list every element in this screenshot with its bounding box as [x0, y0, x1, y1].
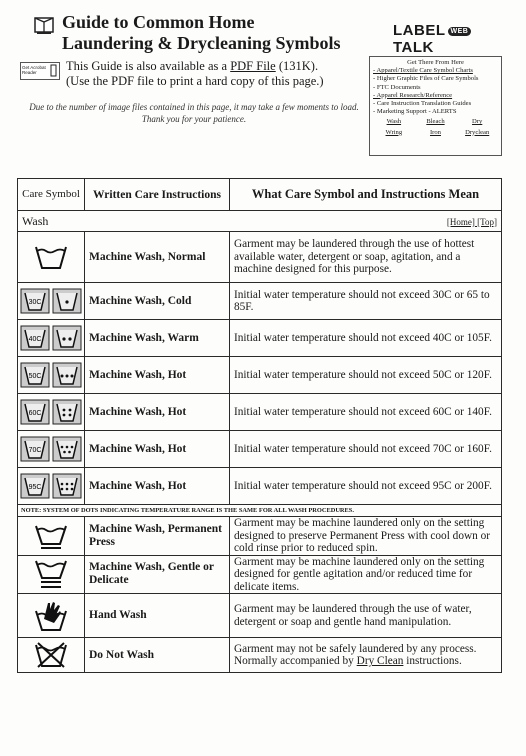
symbol-cell — [18, 357, 85, 394]
symbol-cell — [18, 594, 85, 638]
temp-label: 30C — [28, 299, 42, 306]
symbol-cell — [18, 638, 85, 673]
instruction-cell: Machine Wash, Hot — [85, 431, 230, 468]
symbol-cell — [18, 394, 85, 431]
temp-label: 70C — [28, 447, 42, 454]
table-row — [18, 594, 502, 638]
title-line-1: Guide to Common Home — [62, 12, 255, 32]
nav-grid — [373, 118, 498, 136]
instruction-cell: Machine Wash, Permanent Press — [85, 517, 230, 556]
table-row — [18, 232, 502, 283]
page-title — [62, 12, 341, 54]
pdf-file-link[interactable]: PDF File — [230, 59, 276, 73]
instruction-cell: Machine Wash, Gentle or Delicate — [85, 555, 230, 594]
nav-link[interactable]: - Apparel Research/Reference — [373, 91, 453, 99]
symbol-cell — [18, 431, 85, 468]
wash-60c-icon — [20, 399, 82, 425]
symbol-cell — [18, 232, 85, 283]
pdf-notice: This Guide is also available as a PDF File (131K). (Use the PDF file to print a hard copy of this page.) — [66, 59, 324, 88]
instruction-cell: Machine Wash, Warm — [85, 320, 230, 357]
meaning-cell: Initial water temperature should not exceed 40C or 105F. — [230, 320, 502, 357]
nav-wash[interactable]: Wash — [386, 118, 402, 126]
instruction-cell: Machine Wash, Hot — [85, 357, 230, 394]
table-row — [18, 468, 502, 505]
meaning-cell: Initial water temperature should not exceed 60C or 140F. — [230, 394, 502, 431]
table-row — [18, 555, 502, 594]
temp-label: 50C — [28, 373, 42, 380]
col-care-symbol: Care Symbol — [18, 179, 85, 211]
table-row — [18, 517, 502, 556]
symbol-cell — [18, 555, 85, 594]
wash-30c-icon — [20, 288, 82, 314]
gentle-delicate-icon — [34, 558, 68, 590]
temp-label: 40C — [28, 336, 42, 343]
meaning-cell: Initial water temperature should not exceed 95C or 200F. — [230, 468, 502, 505]
wash-70c-icon — [20, 436, 82, 462]
nav-link[interactable]: - Apparel/Textile Care Symbol Charts — [373, 67, 473, 75]
nav-dry[interactable]: Dry — [472, 118, 483, 126]
reader-icon-label: Get Acrobat Reader — [22, 65, 46, 75]
book-icon — [33, 14, 55, 36]
nav-bleach[interactable]: Bleach — [426, 118, 445, 126]
temperature-note: NOTE: SYSTEM OF DOTS INDICATING TEMPERATURE RANGE IS THE SAME FOR ALL WASH PROCEDURES. — [18, 505, 502, 517]
dry-clean-link[interactable]: Dry Clean — [356, 655, 404, 667]
instruction-cell: Machine Wash, Cold — [85, 283, 230, 320]
table-row — [18, 431, 502, 468]
title-line-2: Laundering & Drycleaning Symbols — [62, 33, 341, 53]
labeltalk-logo[interactable]: LABEL WEBTALK — [393, 22, 505, 46]
instruction-cell: Machine Wash, Hot — [85, 394, 230, 431]
meaning-cell: Garment may not be safely laundered by any process. Normally accompanied by Dry Clean instructions. — [230, 638, 502, 673]
instruction-cell: Do Not Wash — [85, 638, 230, 673]
wash-95c-icon — [20, 473, 82, 499]
meaning-cell: Garment may be machine laundered only on the setting designed for gentle agitation and/or reduced time for delicate items. — [230, 555, 502, 594]
meaning-cell: Initial water temperature should not exceed 30C or 65 to 85F. — [230, 283, 502, 320]
meaning-cell: Initial water temperature should not exceed 50C or 120F. — [230, 357, 502, 394]
temp-label: 60C — [28, 410, 42, 417]
meaning-cell: Garment may be machine laundered only on the setting designed to preserve Permanent Press with cool down or cold rinse prior to reduced spin. — [230, 517, 502, 556]
table-header-row — [18, 179, 502, 211]
symbol-cell — [18, 517, 85, 556]
wash-50c-icon — [20, 362, 82, 388]
table-row — [18, 638, 502, 673]
nav-link[interactable]: - Care Instruction Translation Guides — [373, 100, 472, 108]
pdf-print-hint: (Use the PDF file to print a hard copy of this page.) — [66, 74, 324, 88]
col-meaning: What Care Symbol and Instructions Mean — [230, 179, 502, 211]
loading-notice: Due to the number of image files contained in this page, it may take a few moments to load. Thank you for your patience. — [29, 102, 359, 124]
care-symbols-table — [17, 178, 502, 673]
table-row — [18, 320, 502, 357]
col-written-instructions: Written Care Instructions — [85, 179, 230, 211]
wash-tub-icon — [34, 243, 68, 271]
instruction-cell: Hand Wash — [85, 594, 230, 638]
nav-dryclean[interactable]: Dryclean — [465, 128, 490, 136]
section-row — [18, 211, 502, 232]
table-row — [18, 283, 502, 320]
meaning-cell: Garment may be laundered through the use of water, detergent or soap and gentle hand manipulation. — [230, 594, 502, 638]
nav-heading: Get There From Here — [407, 59, 464, 66]
note-row — [18, 505, 502, 517]
section-wash: Wash [Home] [Top] — [18, 211, 502, 232]
symbol-cell — [18, 468, 85, 505]
temp-label: 95C — [28, 484, 42, 491]
nav-box — [369, 56, 502, 156]
acrobat-reader-icon[interactable] — [20, 62, 60, 80]
meaning-cell: Garment may be laundered through the use of hottest available water, detergent or soap, agitation, and a machine designed for this purpose. — [230, 232, 502, 283]
nav-wring[interactable]: Wring — [385, 128, 403, 136]
do-not-wash-icon — [34, 641, 68, 669]
table-row — [18, 357, 502, 394]
permanent-press-icon — [34, 522, 68, 550]
instruction-cell: Machine Wash, Hot — [85, 468, 230, 505]
nav-link[interactable]: - FTC Documents — [373, 83, 421, 91]
nav-iron[interactable]: Iron — [429, 128, 441, 136]
nav-link[interactable]: - Higher Graphic Files of Care Symbols — [373, 75, 479, 83]
table-row — [18, 394, 502, 431]
meaning-cell: Initial water temperature should not exceed 70C or 160F. — [230, 431, 502, 468]
symbol-cell — [18, 283, 85, 320]
home-top-links[interactable]: [Home] [Top] — [446, 216, 497, 227]
hand-wash-icon — [34, 599, 68, 633]
symbol-cell — [18, 320, 85, 357]
instruction-cell: Machine Wash, Normal — [85, 232, 230, 283]
wash-40c-icon — [20, 325, 82, 351]
nav-link[interactable]: - Marketing Support - ALERTS — [373, 108, 457, 116]
